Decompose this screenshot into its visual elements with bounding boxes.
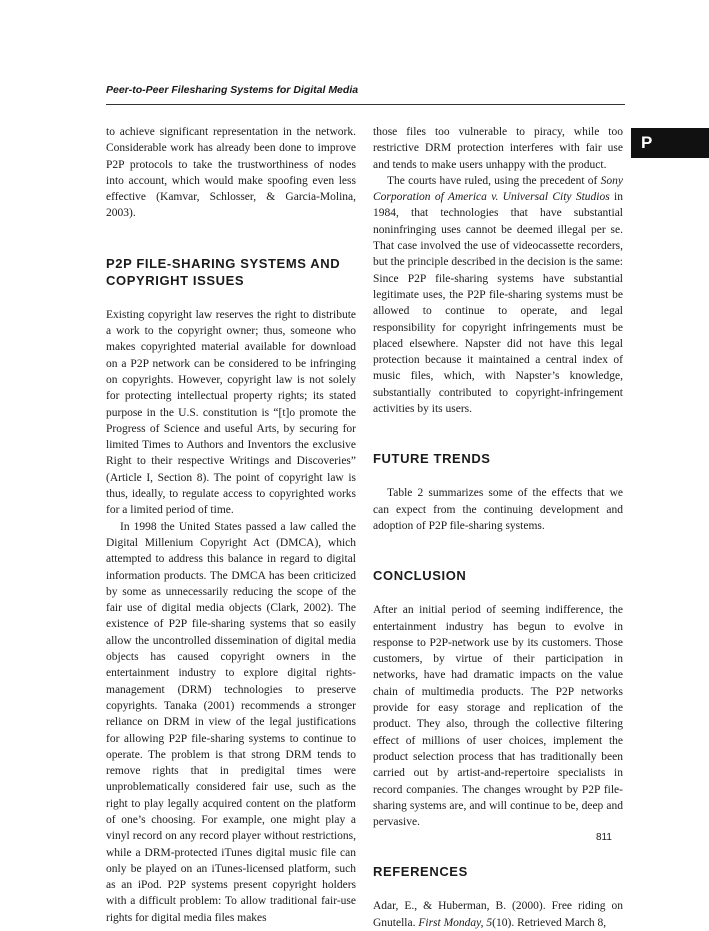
heading-copyright: P2P FILE-SHARING SYSTEMS AND COPYRIGHT ISSUES — [106, 255, 341, 288]
heading-future-trends: FUTURE TRENDS — [373, 451, 491, 467]
paragraph-copyright-1: Existing copyright law reserves the right to distribute a work to the copyright owner; thus, someone who makes copyrighted material available for download on a P2P network can be considered to be infringing on copyrights. However, copyright law is not solely for protecting intellectual property rights; its stated purpose in the U.S. constitution is “[t]o promote the Progress of Science and useful Arts, by securing for limited Times to Authors and Inventors the exclusive Right to their respective Writings and Discoveries” (Article I, Section 8). The point of copyright law is thus, ideally, to regulate access to copyrighted works for a limited period of time. — [106, 308, 356, 517]
paragraph-courts — [373, 173, 623, 417]
reference-journal: First Monday, 5 — [418, 916, 493, 929]
page-number: 811 — [596, 832, 612, 843]
header-divider — [106, 104, 625, 105]
reference-authors: Adar, E., & Huberman, B. (2000). Free riding on Gnutella. — [373, 900, 623, 929]
running-header: Peer-to-Peer Filesharing Systems for Digital Media — [106, 84, 359, 96]
courts-text-b: in 1984, that technologies that have substantial noninfringing uses cannot be deemed illegal per se. That case involved the use of videocassette recorders, but the principle described in the decision is the same: Since P2P file-sharing systems have substantial legitimate uses, the P2P file-sharing systems must be allowed to continue to operate, and legal responsibility for copyright infringements must be placed elsewhere. Napster did not have this legal protection because it maintained a central index of music files, which, with Napster’s knowledge, substantially contributed to copyright-infringement activities by its users. — [373, 191, 623, 416]
paragraph-copyright-2: In 1998 the United States passed a law called the Digital Millenium Copyright Act (DMCA), which attempted to address this balance in regard to digital information products. The DMCA has been criticized by some as unnecessarily reducing the scope of the fair use of digital media objects (Clark, 2002). The existence of P2P file-sharing systems that so easily allow the uncontrolled dissemination of digital media objects has caused copyright owners in the entertainment industry to explore digital rights-management (DRM) technologies to preserve copyrights. Tanaka (2001) recommends a stronger reliance on DRM in view of the legal justifications for allowing P2P file-sharing systems to continue to operate. The problem is that strong DRM tends to remove rights that in predigital times were unproblematically considered fair use, such as the right to play legally acquired content on the platform of one’s choosing. For example, one might play a vinyl record on any record player without restrictions, while a DRM-protected iTunes digital music file can only be played on an iTunes-licensed platform, such as an iPod. P2P systems present copyright holders with a difficult problem: To allow traditional fair-use rights for digital media files makes — [106, 520, 356, 924]
left-column — [106, 124, 356, 926]
paragraph-conclusion: After an initial period of seeming indifference, the entertainment industry has begun to evolve in response to P2P-network use by its customers. Those customers, by virtue of their participation in networks, have had dramatic impacts on the value chain of multimedia products. The P2P networks provide for easy storage and replication of the product. They also, through the collective filtering effect of millions of user choices, implement the product selection process that has traditionally been carried out by artist-and-repertoire specialists in record companies. The changes wrought by P2P file-sharing systems are, and will continue to be, deep and pervasive. — [373, 604, 623, 829]
reference-entry — [373, 898, 623, 931]
reference-tail: (10). Retrieved March 8, — [492, 916, 607, 929]
courts-text-a: The courts have ruled, using the precedent of — [387, 174, 601, 187]
right-column — [373, 124, 623, 931]
paragraph-continued: those files too vulnerable to piracy, while too restrictive DRM protection interferes with fair use and tends to make users unhappy with the product. — [373, 126, 623, 171]
heading-references: REFERENCES — [373, 864, 468, 880]
paragraph-intro: to achieve significant representation in the network. Considerable work has already been done to improve P2P protocols to take the trustworthiness of nodes into account, which would make spoofing even less effective (Kamvar, Schlosser, & Garcia-Molina, 2003). — [106, 126, 356, 220]
case-name: Sony Corporation of America v. Universal City Studios — [373, 174, 623, 204]
heading-conclusion: CONCLUSION — [373, 568, 467, 584]
section-thumb-tab: P — [631, 128, 709, 158]
paragraph-future: Table 2 summarizes some of the effects that we can expect from the continuing development and adoption of P2P file-sharing systems. — [373, 487, 623, 532]
